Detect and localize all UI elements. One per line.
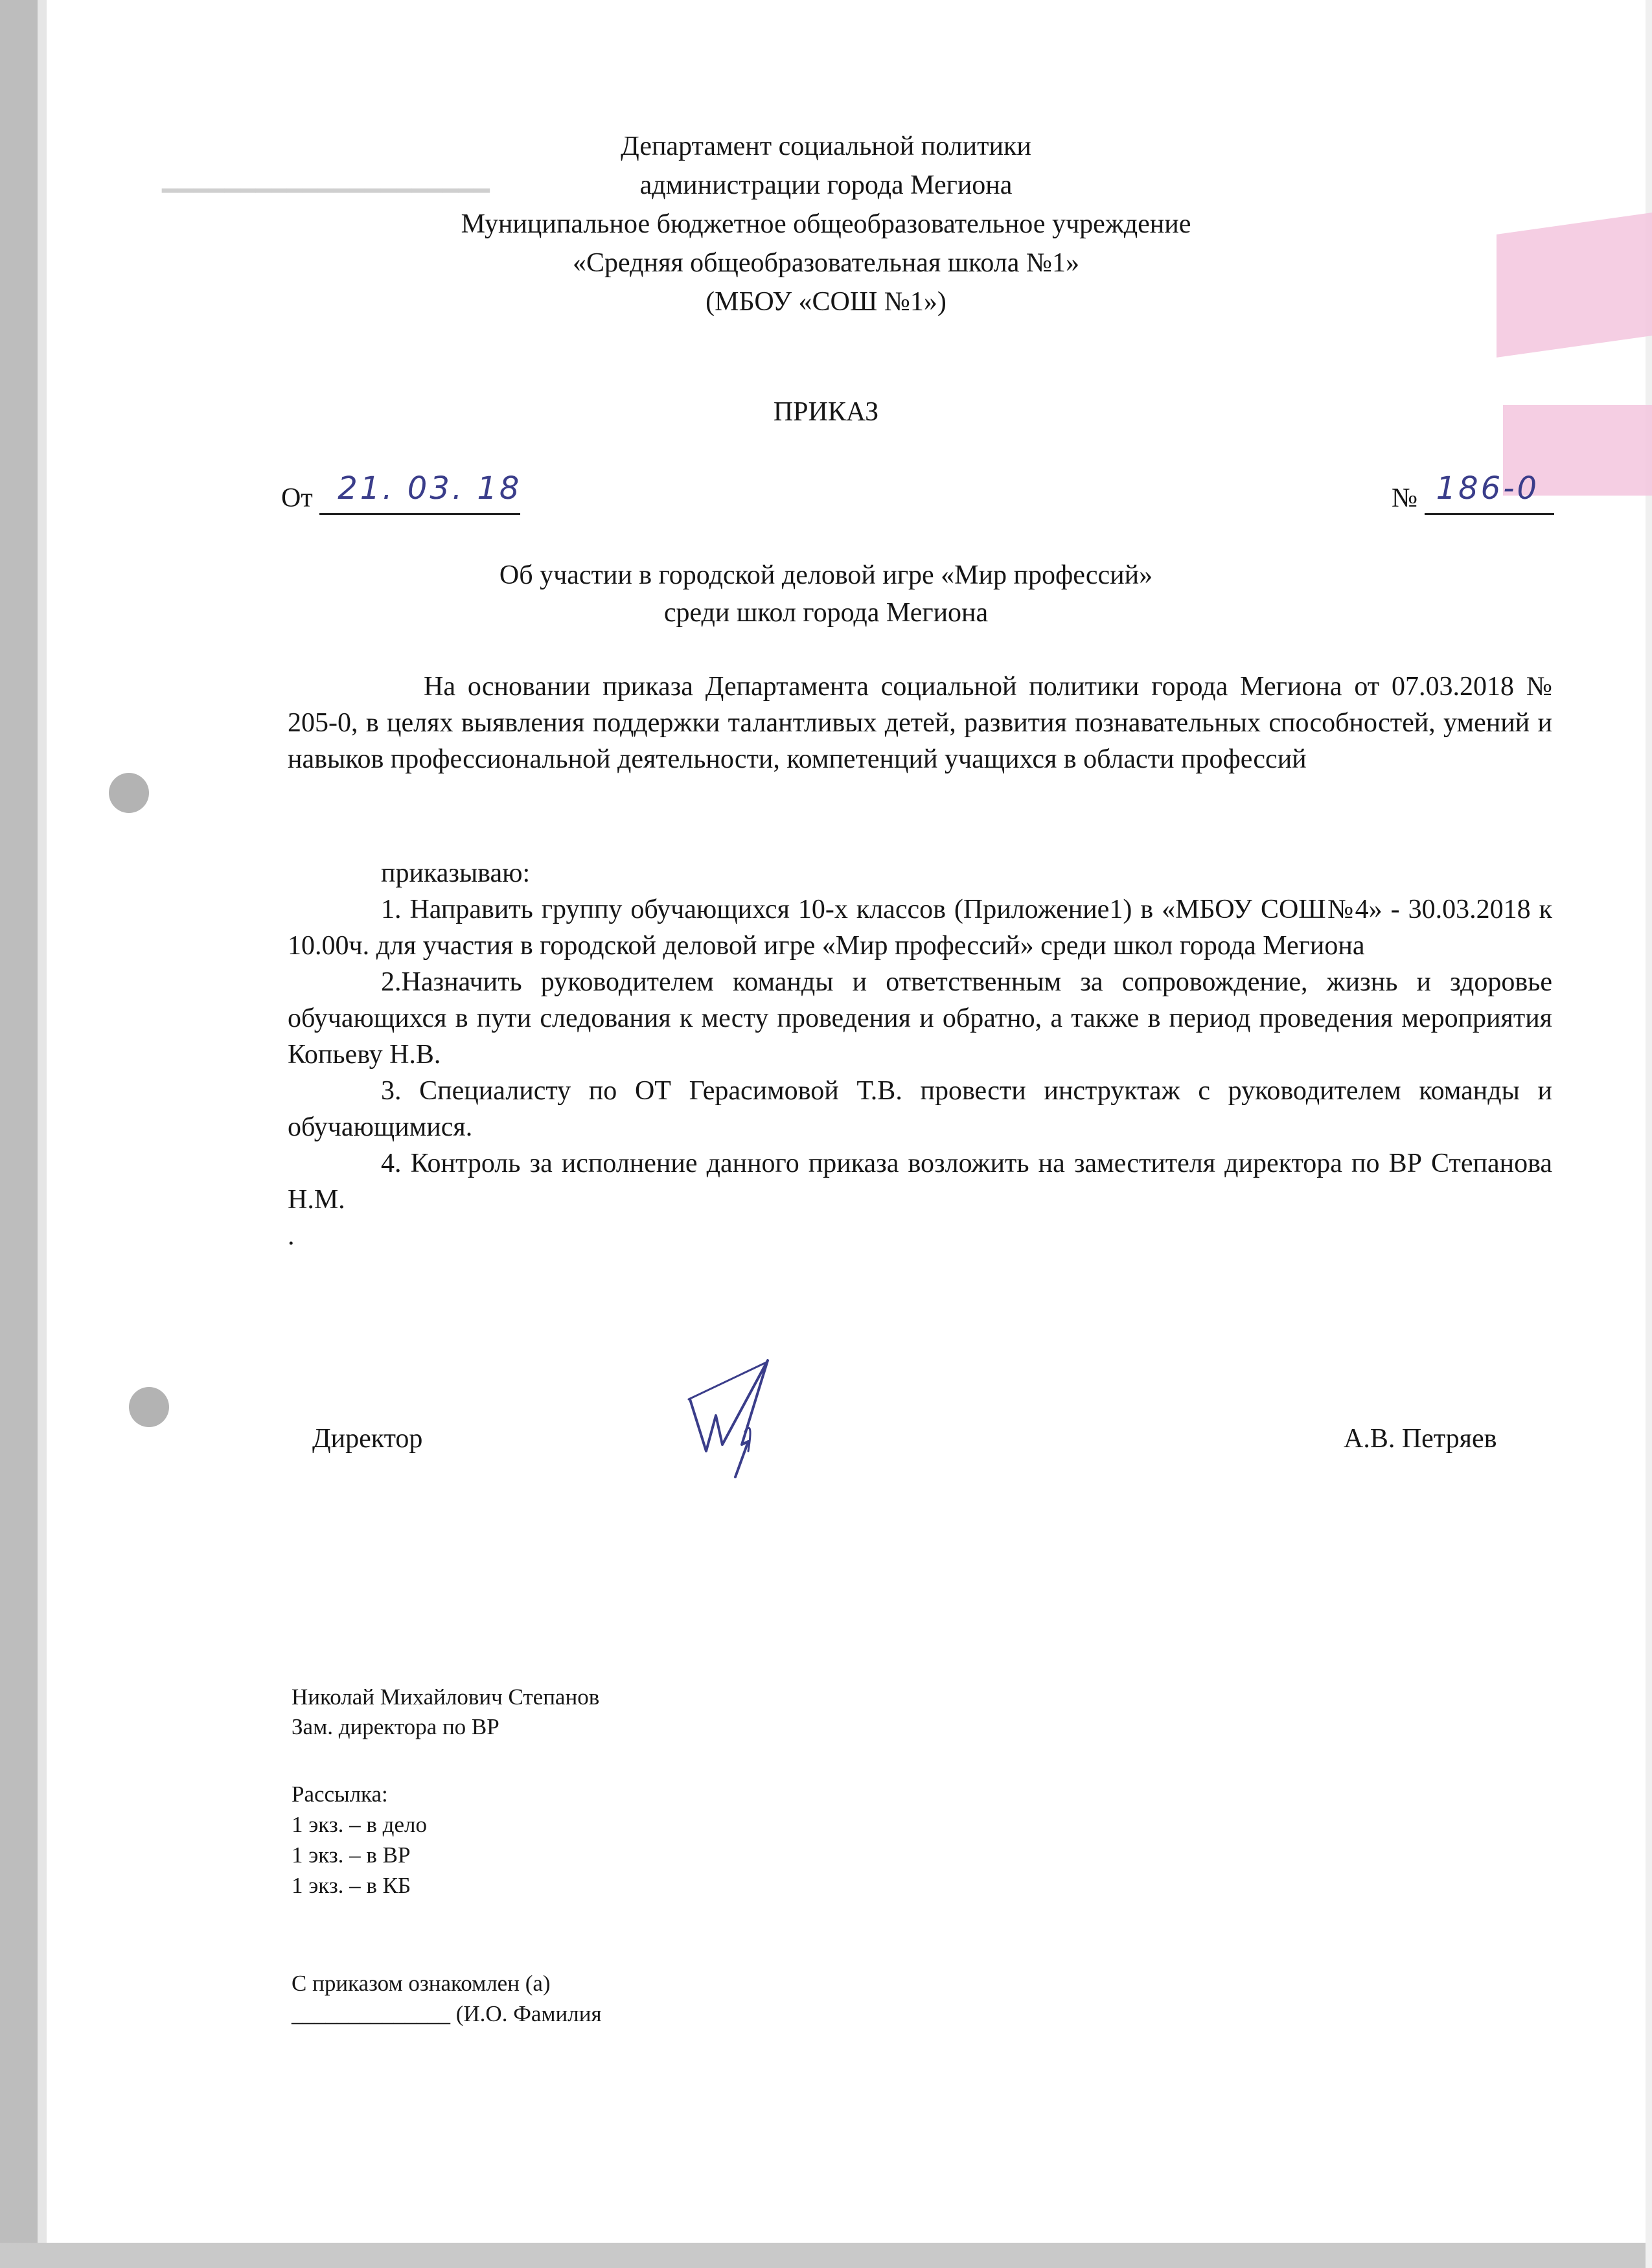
handwritten-signature xyxy=(671,1354,794,1483)
header-line-2: администрации города Мегиона xyxy=(639,170,1013,200)
order-item-1: 1. Направить группу обучающихся 10-х классов (Приложение1) в «МБОУ СОШ№4» - 30.03.2018 к 10.00ч. для участия в городской деловой игре «Мир профессий» среди школ города Мегиона xyxy=(288,895,1552,961)
order-word: приказываю: xyxy=(381,858,531,888)
order-item-2: 2.Назначить руководителем команды и ответственным за сопровождение, жизнь и здоровье обучающихся в пути следования к месту проведения и обратно, а также в период проведения мероприятия Копьеву Н.В. xyxy=(288,967,1552,1070)
order-block xyxy=(288,855,1552,1254)
header-line-4: «Средняя общеобразовательная школа №1» xyxy=(573,248,1079,278)
date-field xyxy=(319,470,522,515)
mailing-item-3: 1 экз. – в КБ xyxy=(292,1873,411,1898)
subject-line-2: среди школ города Мегиона xyxy=(663,598,989,628)
acknowledgement-line: ______________ (И.О. Фамилия xyxy=(292,2001,602,2026)
punch-hole-top xyxy=(109,773,149,813)
scan-edge-left-inner xyxy=(38,0,47,2268)
from-label: От xyxy=(281,483,313,513)
mailing-item-1: 1 экз. – в дело xyxy=(292,1812,427,1837)
number-field xyxy=(1425,470,1554,515)
preamble-block xyxy=(288,669,1552,777)
author-name: Николай Михайлович Степанов xyxy=(292,1684,600,1710)
signatory-position: Директор xyxy=(312,1424,423,1454)
number-row xyxy=(1392,470,1554,515)
show-through-text: ━━━━━━━━━━━━━━━━━━━━━ xyxy=(162,176,490,205)
mailing-item-2: 1 экз. – в ВР xyxy=(292,1842,411,1868)
punch-hole-bottom xyxy=(129,1387,169,1427)
scan-edge-right xyxy=(1646,0,1652,2268)
subject-line-1: Об участии в городской деловой игре «Мир профессий» xyxy=(499,560,1153,590)
order-item-4: 4. Контроль за исполнение данного приказа возложить на заместителя директора по ВР Степанова Н.М. xyxy=(288,1149,1552,1215)
date-row xyxy=(281,470,522,515)
header-line-3: Муниципальное бюджетное общеобразовательное учреждение xyxy=(461,209,1191,239)
handwritten-number: 186-0 xyxy=(1436,470,1540,507)
trailing-dot: . xyxy=(288,1221,295,1251)
order-item-3: 3. Специалисту по ОТ Герасимовой Т.В. провести инструктаж с руководителем команды и обучающимися. xyxy=(288,1076,1552,1142)
header-line-1: Департамент социальной политики xyxy=(621,132,1031,161)
author-position: Зам. директора по ВР xyxy=(292,1714,499,1739)
acknowledgement-label: С приказом ознакомлен (а) xyxy=(292,1971,551,1996)
number-label: № xyxy=(1392,483,1418,513)
signatory-name: А.В. Петряев xyxy=(1344,1424,1497,1454)
handwritten-date: 21. 03. 18 xyxy=(338,470,522,507)
scan-edge-left xyxy=(0,0,38,2268)
header-line-5: (МБОУ «СОШ №1») xyxy=(706,287,946,317)
scan-edge-bottom xyxy=(0,2243,1652,2268)
document-title: ПРИКАЗ xyxy=(773,397,879,427)
preamble-text: На основании приказа Департамента социальной политики города Мегиона от 07.03.2018 № 205-0, в целях выявления поддержки талантливых детей, развития познавательных способностей, умений и навыков профессиональной деятельности, компетенций учащихся в области профессий xyxy=(288,672,1552,774)
mailing-title: Рассылка: xyxy=(292,1781,388,1807)
